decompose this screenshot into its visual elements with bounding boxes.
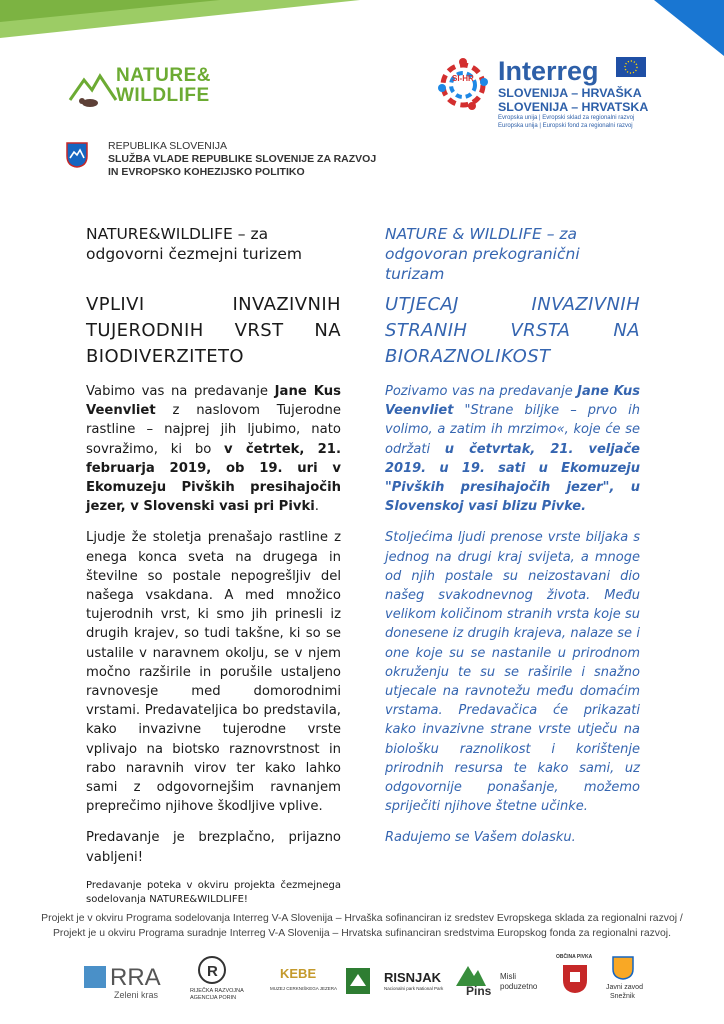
gov-line-1: REPUBLIKA SLOVENIJA xyxy=(108,140,228,152)
blue-corner-shape xyxy=(614,0,724,56)
gov-line-2: SLUŽBA VLADE REPUBLIKE SLOVENIJE ZA RAZVOJ xyxy=(108,153,377,165)
rra-square-icon xyxy=(84,966,106,988)
svg-text:R: R xyxy=(207,963,218,980)
government-logo xyxy=(66,140,386,180)
interreg-line-hr: SLOVENIJA – HRVATSKA xyxy=(498,100,649,114)
people-circle-icon xyxy=(432,54,494,116)
partner-logos: RRA Zeleni kras R RIJEČKA RAZVOJNA AGENCIJA PORIN KEBE MUZEJ CERKNIŠKEGA JEZERA RISNJAK Nacionalni park National Park Pins Misli poduzetno OBČINA PIVKA Javni zavod Snežnik xyxy=(0,952,724,1012)
right-heading: UTJECAJ INVAZIVNIH STRANIH VRSTA NA BIORAZNOLIKOST xyxy=(385,294,640,367)
right-paragraph-2: Stoljećima ljudi prenose vrste biljaka s jednog na drugi kraj svijeta, a mnoge od njih postale su neizostavani dio našeg svakodnevnog života. Među velikom količinom stranih vrsta koje su donesene iz drugih krajeva, nalaze se i one koje su se nastanile u prirodnom okruženju te su se raširile i snažno utjecale na ravnotežu među domaćim vrstama. Predavačica će prikazati kako invazivne strane vrste utječu na biološku raznolikost i korištenje prirodnih resursa te kako sami, uz odgovornije ponašanje, možemo spriječiti njihove štetne učinke. xyxy=(385,530,640,815)
nature-wildlife-logo xyxy=(68,66,248,112)
pins-mountain-icon xyxy=(456,962,486,986)
eu-flag-icon xyxy=(616,57,646,77)
interreg-title: Interreg xyxy=(498,56,599,86)
left-paragraph-4: Predavanje poteka v okviru projekta čezmejnega sodelovanja NATURE&WILDLIFE! xyxy=(86,879,341,905)
gov-line-3: IN EVROPSKO KOHEZIJSKO POLITIKO xyxy=(108,166,305,178)
interreg-eu-hr: Europska unija | Europski fond za regionalni razvoj xyxy=(498,123,633,129)
nature-wildlife-wordmark: NATURE& WILDLIFE xyxy=(116,65,211,106)
right-paragraph-3: Radujemo se Vašem dolasku. xyxy=(385,830,576,846)
left-heading: VPLIVI INVAZIVNIH TUJERODNIH VRST NA BIODIVERZITETO xyxy=(86,294,341,367)
left-paragraph-2: Ljudje že stoletja prenašajo rastline z enega konca sveta na drugega in številne so postale nepogrešljiv del našega vsakdana. A med množico tujerodnih vrst, ki smo jih prinesli iz drugih krajev, so tudi takšne, ki so se ustalile v naravnem okolju, se v njem močno razširile in porušile ustaljeno ravnovesje med domorodnimi vrstami. Predavateljica bo predstavila, kako invazivne tujerodne vrste vplivajo na biotsko raznovrstnost in rabo naravnih virov ter kako lahko sami z odgovornejšim ravnanjem preprečimo njihove škodljive vplive. xyxy=(86,530,341,815)
interreg-logo xyxy=(432,52,672,132)
croatian-column xyxy=(385,224,640,860)
right-paragraph-1: Pozivamo vas na predavanje Jane Kus Veenvliet "Strane biljke – prvo ih volimo, a zatim ih mrzimo«, koje će se održati u četvrtak, 21. veljače 2019. u 19. sati u Ekomuzeju "Pivških presihajočih jezer", u Slovenskoj vasi blizu Pivke. xyxy=(385,384,641,515)
footer-line-hr: Projekt je u okviru Programa suradnje Interreg V-A Slovenija – Hrvatska sufinanciran sredstvima Europskog fonda za regionalni razvoj. xyxy=(53,928,671,939)
pivka-shield-icon xyxy=(562,964,588,994)
green-arrow-logo-icon xyxy=(346,968,370,994)
mountain-bear-icon xyxy=(68,70,118,110)
interreg-line-si: SLOVENIJA – HRVAŠKA xyxy=(498,86,642,100)
left-paragraph-3: Predavanje je brezplačno, prijazno vabljeni! xyxy=(86,830,341,865)
left-title: NATURE&WILDLIFE – za odgovorni čezmejni turizem xyxy=(86,225,303,263)
footer-line-si: Projekt je v okviru Programa sodelovanja Interreg V-A Slovenija – Hrvaška sofinanciran iz sredstev Evropskega sklada za regionalni razvoj / xyxy=(41,913,683,924)
interreg-eu-si: Evropska unija | Evropski sklad za regionalni razvoj xyxy=(498,115,635,121)
right-title: NATURE & WILDLIFE – za odgovoran prekogranični turizam xyxy=(385,225,580,283)
sneznik-shield-icon xyxy=(612,956,634,980)
green-corner-shape xyxy=(0,0,360,60)
left-paragraph-1: Vabimo vas na predavanje Jane Kus Veenvliet z naslovom Tujerodne rastline – najprej jih ljubimo, nato sovražimo, ki bo v četrtek, 21. februarja 2019, ob 19. uri v Ekomuzeju Pivških presihajočih jezer, v Slovenski vasi pri Pivki. xyxy=(86,384,341,515)
si-hr-badge: SI-HR xyxy=(452,74,474,83)
slovenia-coat-of-arms-icon xyxy=(66,142,88,168)
porin-r-icon xyxy=(198,956,226,984)
slovenian-column xyxy=(86,224,341,907)
